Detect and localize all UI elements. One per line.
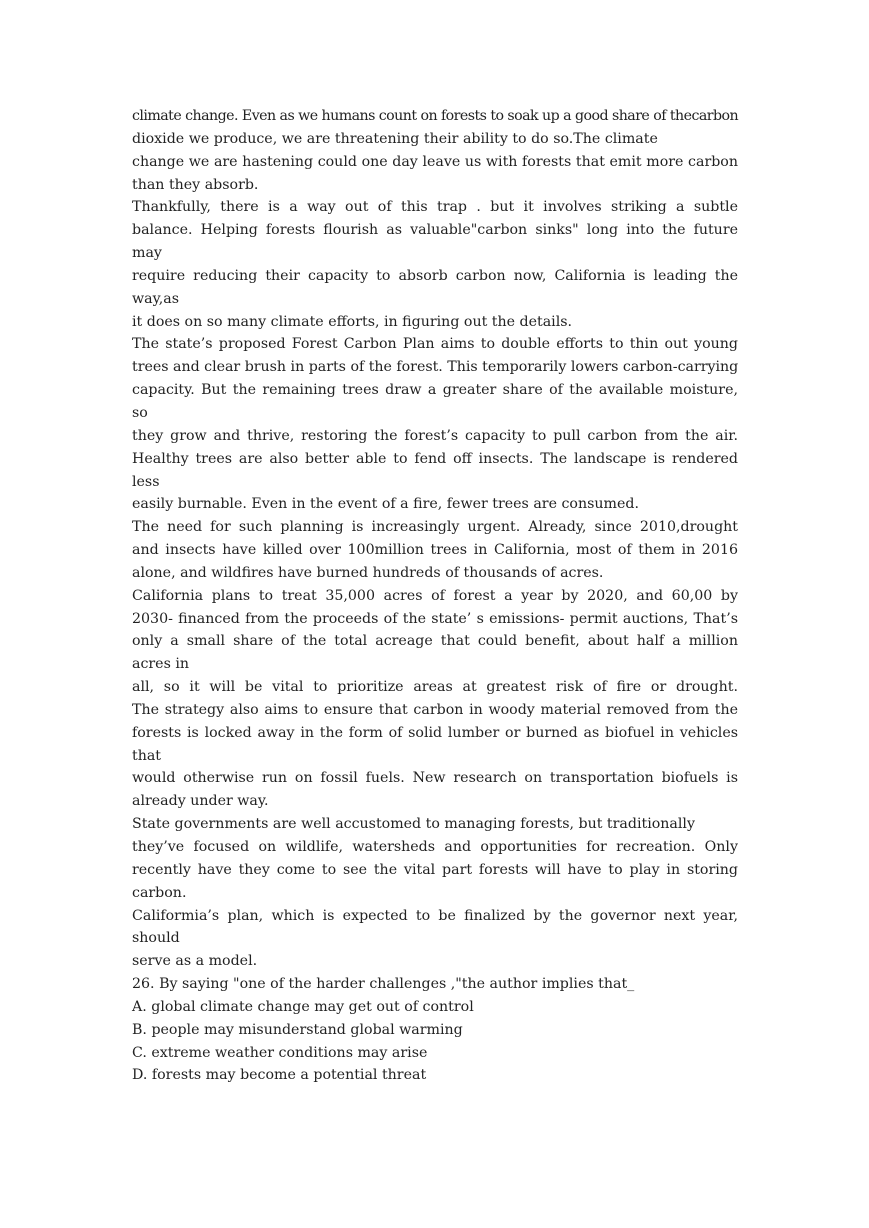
text-line: way,as [132,290,179,307]
text-line: B. people may misunderstand global warming [132,1021,463,1038]
text-line: may [132,245,162,262]
text-line: only a small share of the total acreage that could benefit, about half a million [132,633,738,650]
text-line: already under way. [132,793,269,810]
text-line: 26. By saying "one of the harder challenges ,"the author implies that_ [132,976,635,993]
text-line: they grow and thrive, restoring the forest’s capacity to pull carbon from the air. [132,427,738,444]
text-line: recently have they come to see the vital part forests will have to play in storing [132,861,738,878]
text-line: change we are hastening could one day leave us with forests that emit more carbon [132,153,738,170]
text-line: The state’s proposed Forest Carbon Plan aims to double efforts to thin out young [132,336,738,353]
passage-text [132,105,738,1087]
text-line: State governments are well accustomed to managing forests, but traditionally [132,816,695,833]
text-line: balance. Helping forests flourish as valuable"carbon sinks" long into the future [132,222,738,239]
text-line: less [132,473,160,490]
text-line: C. extreme weather conditions may arise [132,1044,428,1061]
text-line: dioxide we produce, we are threatening their ability to do so.The climate [132,130,658,147]
text-line: The strategy also aims to ensure that carbon in woody material removed from the [132,701,738,718]
text-line: easily burnable. Even in the event of a fire, fewer trees are consumed. [132,496,639,513]
text-line: Califormia’s plan, which is expected to be finalized by the governor next year, [132,907,738,924]
text-line: capacity. But the remaining trees draw a greater share of the available moisture, [132,382,738,399]
text-line: it does on so many climate efforts, in figuring out the details. [132,313,573,330]
text-line: climate change. Even as we humans count on forests to soak up a good share of thecarbon [132,108,739,124]
text-line: Thankfully, there is a way out of this trap . but it involves striking a subtle [132,199,738,216]
text-line: they’ve focused on wildlife, watersheds and opportunities for recreation. Only [132,839,738,855]
text-line: and insects have killed over 100million trees in California, most of them in 2016 [132,542,738,559]
text-line: require reducing their capacity to absorb carbon now, California is leading the [132,267,738,284]
text-line: alone, and wildfires have burned hundreds of thousands of acres. [132,564,604,581]
text-line: forests is locked away in the form of solid lumber or burned as biofuel in vehicles [132,724,738,741]
text-line: would otherwise run on fossil fuels. New research on transportation biofuels is [132,770,738,787]
text-line: trees and clear brush in parts of the forest. This temporarily lowers carbon-carrying [132,359,739,376]
text-line: The need for such planning is increasingly urgent. Already, since 2010,drought [132,519,738,536]
text-line: A. global climate change may get out of control [132,998,474,1015]
text-line: carbon. [132,884,187,901]
text-line: D. forests may become a potential threat [132,1067,427,1084]
text-line: so [132,404,148,421]
text-line: all, so it will be vital to prioritize areas at greatest risk of fire or drought. [132,679,738,696]
text-line: that [132,747,161,764]
text-line: serve as a model. [132,953,258,970]
text-line: than they absorb. [132,176,259,193]
text-line: should [132,930,180,947]
text-line: acres in [132,656,190,673]
text-line: Healthy trees are also better able to fend off insects. The landscape is rendered [132,450,738,467]
text-line: California plans to treat 35,000 acres of forest a year by 2020, and 60,00 by [132,587,738,604]
text-line: 2030- financed from the proceeds of the state’ s emissions- permit auctions, That’s [132,610,738,627]
